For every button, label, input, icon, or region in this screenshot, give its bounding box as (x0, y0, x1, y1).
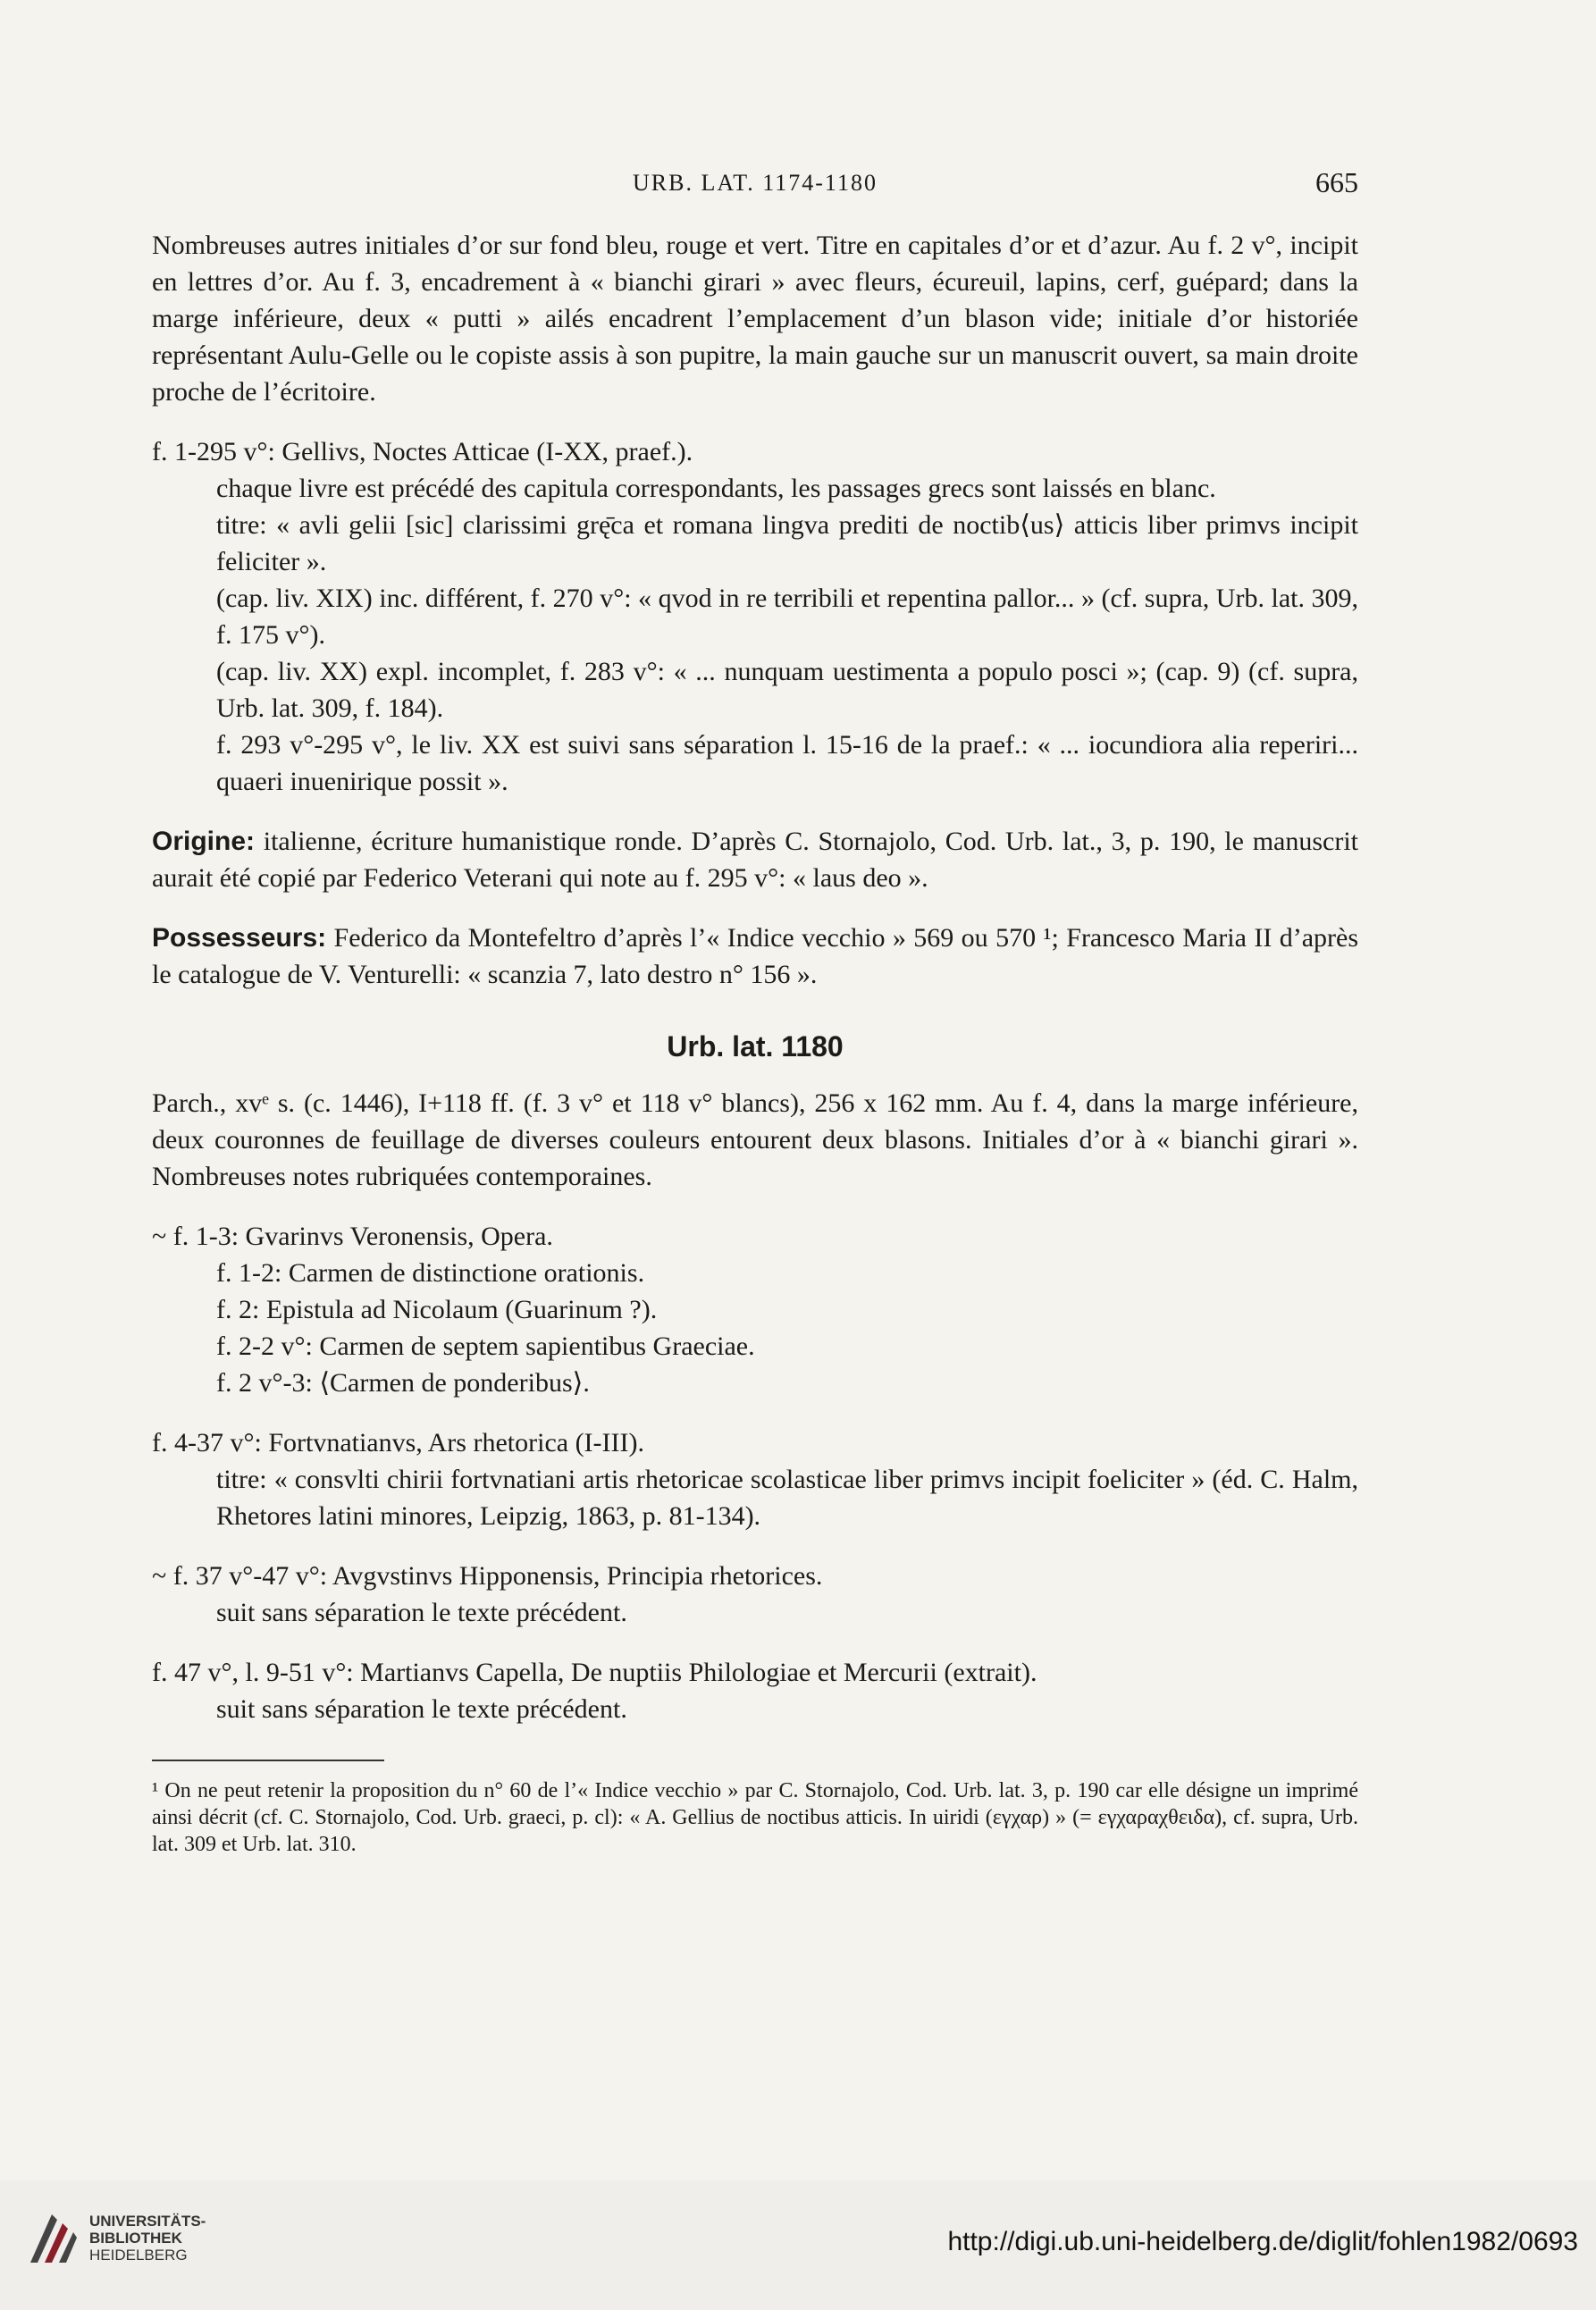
section-title: Urb. lat. 1180 (667, 1030, 844, 1063)
library-name-line: BIBLIOTHEK (89, 2230, 182, 2247)
entry-heading: f. 1-295 v°: Gellivs, Noctes Atticae (I-XX, praef.). (152, 437, 693, 466)
entry-heading: ~ f. 1-3: Gvarinvs Veronensis, Opera. (152, 1222, 553, 1251)
entry-note: suit sans séparation le texte précédent. (216, 1694, 627, 1724)
entry-guarinus (152, 1218, 1358, 1401)
entry-capella (152, 1654, 1358, 1727)
entry-note: (cap. liv. XIX) inc. différent, f. 270 v°: « qvod in re terribili et repentina pallor... » (cf. supra, Urb. lat. 309, f. 175 v°). (216, 584, 1358, 650)
page-body (152, 227, 1358, 1858)
origine-paragraph (152, 823, 1358, 896)
possesseurs-paragraph (152, 920, 1358, 993)
library-name-line: HEIDELBERG (89, 2247, 188, 2264)
entry-heading: f. 47 v°, l. 9-51 v°: Martianvs Capella, De nuptiis Philologiae et Mercurii (extrait). (152, 1658, 1037, 1687)
viewer-footer (0, 2180, 1596, 2310)
running-head: URB. LAT. 1174-1180 (633, 170, 878, 196)
parch-paragraph: Parch., xvᵉ s. (c. 1446), I+118 ff. (f. 3 v° et 118 v° blancs), 256 x 162 mm. Au f. 4, dans la marge inférieure, deux couronnes de feuillage de diverses couleurs entourent deux blasons. Initiales d’or à « bianchi girari ». Nombreuses notes rubriquées contemporaines. (152, 1088, 1358, 1191)
footnote-divider (152, 1760, 384, 1761)
library-name-line: UNIVERSITÄTS- (89, 2213, 206, 2230)
entry-augustinus (152, 1558, 1358, 1631)
entry-note: chaque livre est précédé des capitula correspondants, les passages grecs sont laissés en blanc. (216, 474, 1216, 503)
entry-subitem: f. 1-2: Carmen de distinctione orationis. (216, 1258, 645, 1288)
library-name (89, 2213, 206, 2264)
entry-subitem: f. 2-2 v°: Carmen de septem sapientibus Graeciae. (216, 1331, 755, 1361)
page-header (152, 166, 1358, 206)
entry-heading: ~ f. 37 v°-47 v°: Avgvstinvs Hipponensis, Principia rhetorices. (152, 1561, 823, 1591)
entry-note: titre: « consvlti chirii fortvnatiani artis rhetoricae scolasticae liber primvs incipit foeliciter » (éd. C. Halm, Rhetores latini minores, Leipzig, 1863, p. 81-134). (216, 1465, 1358, 1531)
origine-text: italienne, écriture humanistique ronde. D’après C. Stornajolo, Cod. Urb. lat., 3, p. 190, le manuscrit aurait été copié par Federico Veterani qui note au f. 295 v°: « laus deo ». (152, 827, 1358, 893)
entry-note: suit sans séparation le texte précédent. (216, 1598, 627, 1627)
entry-subitem: f. 2: Epistula ad Nicolaum (Guarinum ?). (216, 1295, 658, 1324)
permalink-url[interactable]: http://digi.ub.uni-heidelberg.de/diglit/fohlen1982/0693 (947, 2227, 1578, 2256)
entry-fortunatianus (152, 1424, 1358, 1534)
possesseurs-label: Possesseurs: (152, 923, 327, 953)
library-logo-icon (25, 2207, 80, 2270)
origine-label: Origine: (152, 827, 256, 856)
entry-note: (cap. liv. XX) expl. incomplet, f. 283 v°: « ... nunquam uestimenta a populo posci »; (cap. 9) (cf. supra, Urb. lat. 309, f. 184). (216, 657, 1358, 723)
footnote: ¹ On ne peut retenir la proposition du n° 60 de l’« Indice vecchio » par C. Stornajolo, Cod. Urb. lat. 3, p. 190 car elle désigne un imprimé ainsi décrit (cf. C. Stornajolo, Cod. Urb. graeci, p. cl): « A. Gellius de noctibus atticis. In uiridi (εγχαρ) » (= εγχαραχθειδα), cf. supra, Urb. lat. 309 et Urb. lat. 310. (152, 1779, 1358, 1856)
entry-subitem: f. 2 v°-3: ⟨Carmen de ponderibus⟩. (216, 1368, 590, 1398)
entry-heading: f. 4-37 v°: Fortvnatianvs, Ars rhetorica (I-III). (152, 1428, 645, 1457)
intro-paragraph: Nombreuses autres initiales d’or sur fond bleu, rouge et vert. Titre en capitales d’or et d’azur. Au f. 2 v°, incipit en lettres d’or. Au f. 3, encadrement à « bianchi girari » avec fleurs, écureuil, lapins, cerf, guépard; dans la marge inférieure, deux « putti » ailés encadrent l’emplacement d’un blason vide; initiale d’or historiée représentant Aulu-Gelle ou le copiste assis à son pupitre, la main gauche sur un manuscrit ouvert, sa main droite proche de l’écritoire. (152, 231, 1358, 407)
entry-gellius (152, 433, 1358, 800)
possesseurs-text: Federico da Montefeltro d’après l’« Indice vecchio » 569 ou 570 ¹; Francesco Maria II d’après le catalogue de V. Venturelli: « scanzia 7, lato destro n° 156 ». (152, 923, 1359, 989)
page-number: 665 (1315, 166, 1358, 198)
entry-note: f. 293 v°-295 v°, le liv. XX est suivi sans séparation l. 15-16 de la praef.: « ... iocundiora alia reperiri... quaeri inuenirique possit ». (216, 730, 1358, 796)
entry-note: titre: « avli gelii [sic] clarissimi grę̄ca et romana lingva prediti de noctib⟨us⟩ atticis liber primvs incipit feliciter ». (216, 510, 1358, 576)
